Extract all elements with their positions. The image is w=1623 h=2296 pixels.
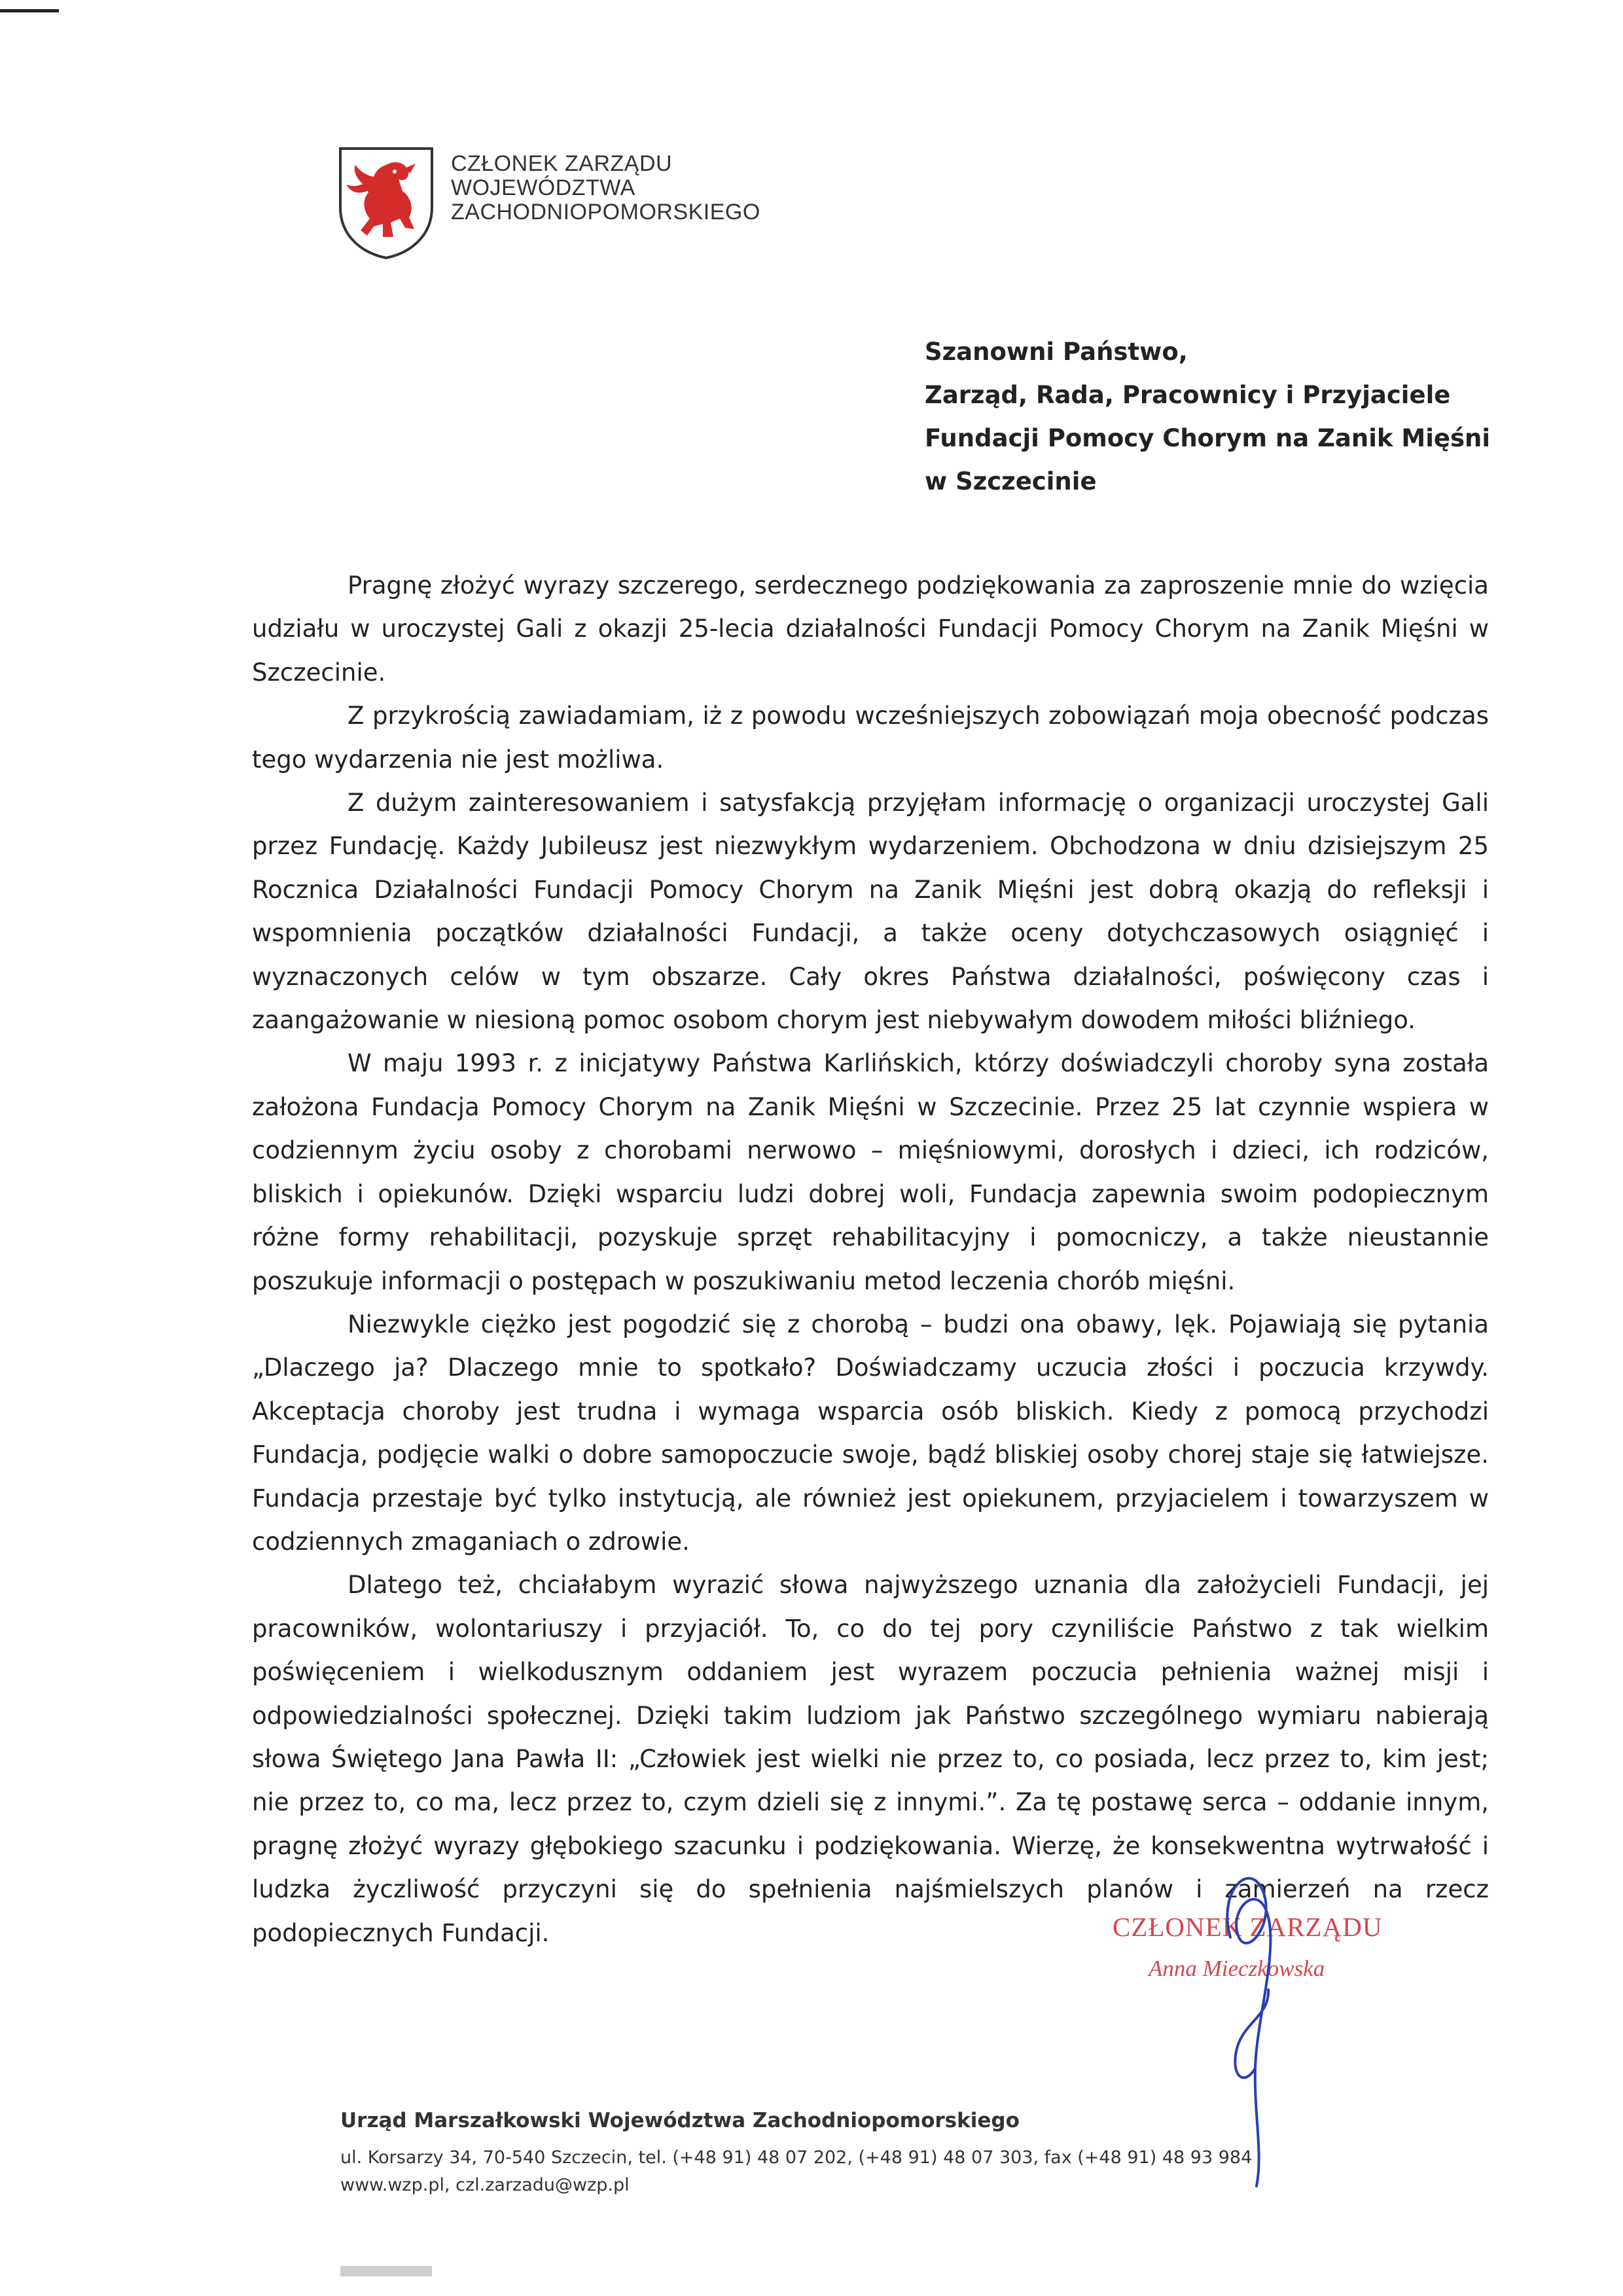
addressee-line: w Szczecinie [925, 467, 1097, 495]
office-address: ul. Korsarzy 34, 70-540 Szczecin, tel. (+48 91) 48 07 202, (+48 91) 48 07 303, fax (+48 91) 48 93 984 [340, 2147, 1253, 2168]
addressee [925, 331, 1490, 503]
addressee-line: Fundacji Pomocy Chorym na Zanik Mięśni [925, 424, 1491, 452]
footer [340, 2105, 1252, 2199]
stamp-title: CZŁONEK ZARZĄDU [1113, 1912, 1383, 1942]
organization-name [451, 145, 760, 224]
paragraph: Z dużym zainteresowaniem i satysfakcją przyjęłam informację o organizacji uroczystej Gali przez Fundację. Każdy Jubileusz jest niezwykłym wydarzeniem. Obchodzona w dniu dzisiejszym 25 Rocznica Działalności Fundacji Pomocy Chorym na Zanik Mięśni jest dobrą okazją do refleksji i wspomnienia początków działalności Fundacji, a także oceny dotychczasowych osiągnięć i wyznaczonych celów w tym obszarze. Cały okres Państwa działalności, poświęcony czas i zaangażowanie w niesioną pomoc osobom chorym jest niebywałym dowodem miłości bliźniego. [252, 789, 1489, 1035]
scan-edge-mark [340, 2266, 432, 2276]
addressee-line: Zarząd, Rada, Pracownicy i Przyjaciele [925, 381, 1451, 409]
scan-edge-mark [0, 9, 59, 12]
paragraph: W maju 1993 r. z inicjatywy Państwa Karlińskich, którzy doświadczyli choroby syna została założona Fundacja Pomocy Chorym na Zanik Mięśni w Szczecinie. Przez 25 lat czynnie wspiera w codziennym życiu osoby z chorobami nerwowo – mięśniowymi, dorosłych i dzieci, ich rodziców, bliskich i opiekunów. Dzięki wsparciu ludzi dobrej woli, Fundacja zapewnia swoim podopiecznym różne formy rehabilitacji, pozyskuje sprzęt rehabilitacyjny i pomocniczy, a także nieustannie poszukuje informacji o postępach w poszukiwaniu metod leczenia chorób mięśni. [252, 1049, 1489, 1295]
paragraph: Dlatego też, chciałabym wyrazić słowa najwyższego uznania dla założycieli Fundacji, jej pracowników, wolontariuszy i przyjaciół. To, co do tej pory czyniliście Państwo z tak wielkim poświęceniem i wielkodusznym oddaniem jest wyrazem poczucia pełnienia ważnej misji i odpowiedzialności społecznej. Dzięki takim ludziom jak Państwo szczególnego wymiaru nabierają słowa Świętego Jana Pawła II: „Człowiek jest wielki nie przez to, co posiada, lecz przez to, kim jest; nie przez to, co ma, lecz przez to, czym dzieli się z innymi.”. Za tę postawę serca – oddanie innym, pragnę złożyć wyrazy głębokiego szacunku i podziękowania. Wierzę, że konsekwentna wytrwałość i ludzka życzliwość przyczyni się do spełnienia najśmielszych planów i zamierzeń na rzecz podopiecznych Fundacji. [252, 1571, 1489, 1947]
paragraph: Niezwykle ciężko jest pogodzić się z chorobą – budzi ona obawy, lęk. Pojawiają się pytania „Dlaczego ja? Dlaczego mnie to spotkało? Doświadczamy uczucia złości i poczucia krzywdy. Akceptacja choroby jest trudna i wymaga wsparcia osób bliskich. Kiedy z pomocą przychodzi Fundacja, podjęcie walki o dobre samopoczucie swoje, bądź bliskiej osoby chorej staje się łatwiejsze. Fundacja przestaje być tylko instytucją, ale również jest opiekunem, przyjacielem i towarzyszem w codziennych zmaganiach o zdrowie. [252, 1310, 1489, 1556]
stamp-name: Anna Mieczkowska [1149, 1956, 1325, 1981]
letterhead [337, 145, 760, 260]
addressee-line: Szanowni Państwo, [925, 338, 1188, 366]
letter-body [252, 564, 1489, 1955]
paragraph: Pragnę złożyć wyrazy szczerego, serdecznego podziękowania za zaproszenie mnie do wzięcia udziału w uroczystej Gali z okazji 25-lecia działalności Fundacji Pomocy Chorym na Zanik Mięśni w Szczecinie. [252, 571, 1489, 687]
paragraph: Z przykrością zawiadamiam, iż z powodu wcześniejszych zobowiązań moja obecność podczas tego wydarzenia nie jest możliwa. [252, 702, 1489, 774]
office-name: Urząd Marszałkowski Województwa Zachodniopomorskiego [340, 2109, 1020, 2132]
org-line: WOJEWÓDZTWA [451, 175, 635, 200]
griffin-crest-icon [337, 145, 435, 260]
org-line: ZACHODNIOPOMORSKIEGO [451, 200, 760, 224]
office-web-contact: www.wzp.pl, czl.zarzadu@wzp.pl [340, 2175, 630, 2195]
org-line: CZŁONEK ZARZĄDU [451, 151, 673, 176]
